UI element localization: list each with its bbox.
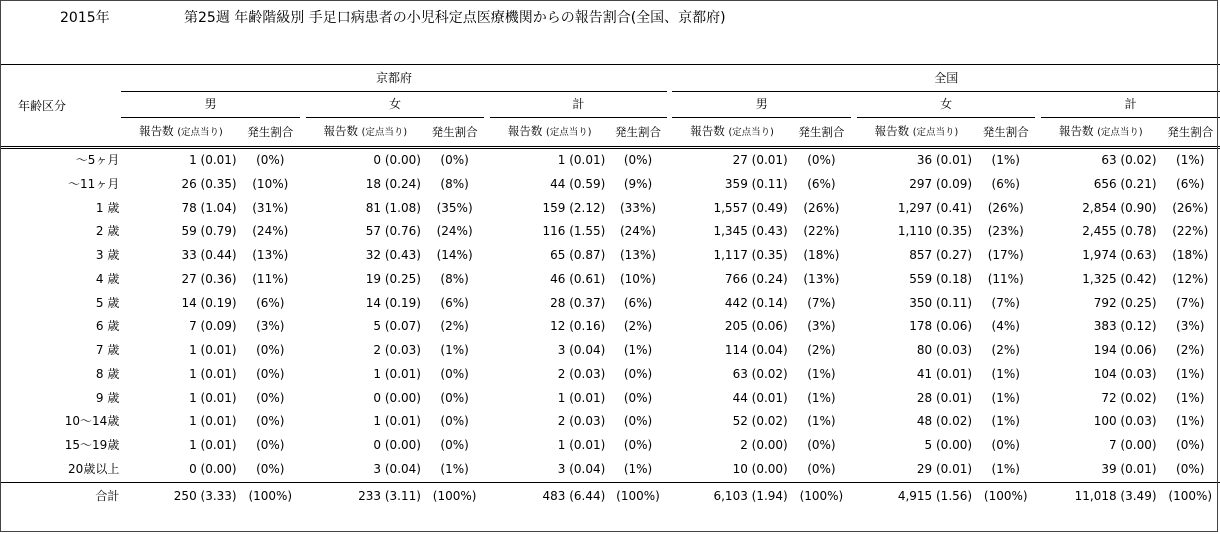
count-label: 報告数 [507, 124, 543, 138]
rate-cell: (17%) [987, 248, 1024, 262]
rate-cell: (100%) [1161, 482, 1220, 509]
rate-cell: (1%) [1176, 390, 1205, 405]
table-row [0, 244, 1220, 268]
rate-cell: (9%) [623, 176, 653, 191]
rate-cell: (1%) [991, 390, 1020, 405]
count-cell: 250 (3.33) [121, 482, 240, 509]
count-header [490, 118, 609, 148]
rate-header: 発生割合 [609, 118, 666, 148]
rate-cell: (0%) [256, 390, 285, 405]
rate-cell: (3%) [1176, 319, 1205, 334]
count-cell: 857 (0.27) [909, 248, 973, 262]
sex-header: 計 [490, 92, 667, 118]
count-label: 報告数 [1059, 124, 1094, 138]
rate-cell: (0%) [256, 153, 285, 167]
rate-cell: (0%) [623, 153, 653, 167]
rate-cell: (6%) [991, 176, 1020, 191]
age-cell: ～11ヶ月 [68, 176, 120, 191]
count-cell: 14 (0.19) [365, 295, 421, 310]
count-cell: 1,110 (0.35) [897, 224, 973, 239]
table-row [0, 197, 1220, 221]
age-cell: 1 歳 [95, 200, 120, 215]
rate-cell: (1%) [807, 414, 836, 429]
count-header [1041, 118, 1160, 148]
count-cell: 383 (0.12) [1093, 319, 1157, 334]
rate-cell: (35%) [436, 200, 473, 215]
count-cell: 44 (0.59) [550, 176, 606, 191]
rate-cell: (1%) [1176, 153, 1205, 167]
rate-cell: (0%) [256, 438, 285, 452]
rate-cell: (2%) [991, 343, 1020, 357]
count-cell: 44 (0.01) [732, 390, 788, 405]
count-cell: 3 (0.04) [557, 343, 606, 357]
count-cell: 1 (0.01) [189, 343, 237, 357]
rate-cell: (100%) [425, 482, 484, 509]
rate-cell: (6%) [1176, 176, 1205, 191]
rate-cell: (2%) [623, 319, 653, 334]
table-row [0, 458, 1220, 482]
table-row [0, 363, 1220, 387]
age-cell: ～5ヶ月 [75, 153, 120, 167]
count-cell: 41 (0.01) [916, 366, 973, 381]
rate-cell: (1%) [623, 343, 653, 357]
age-cell: 9 歳 [95, 390, 120, 405]
rate-cell: (0%) [1176, 438, 1205, 452]
rate-cell: (7%) [991, 295, 1020, 310]
count-cell: 6,103 (1.94) [672, 482, 791, 509]
rate-cell: (0%) [807, 153, 836, 167]
count-cell: 1 (0.01) [557, 390, 606, 405]
count-cell: 36 (0.01) [916, 153, 973, 167]
count-cell: 12 (0.16) [550, 319, 606, 334]
count-cell: 0 (0.00) [373, 153, 421, 167]
count-cell: 4,915 (1.56) [857, 482, 976, 509]
rate-cell: (0%) [440, 414, 469, 429]
table-row [0, 339, 1220, 363]
count-cell: 63 (0.02) [732, 366, 788, 381]
count-cell: 48 (0.02) [916, 414, 973, 429]
rate-cell: (100%) [792, 482, 851, 509]
count-cell: 33 (0.44) [181, 248, 237, 262]
rate-cell: (0%) [440, 366, 469, 381]
sex-header: 女 [857, 92, 1036, 118]
count-cell: 297 (0.09) [909, 176, 973, 191]
rate-header: 発生割合 [976, 118, 1035, 148]
rate-cell: (10%) [619, 271, 657, 286]
sex-header: 男 [672, 92, 851, 118]
count-cell: 3 (0.04) [373, 461, 421, 476]
rate-cell: (6%) [623, 295, 653, 310]
count-cell: 7 (0.09) [189, 319, 237, 334]
rate-cell: (13%) [803, 271, 840, 286]
count-cell: 26 (0.35) [181, 176, 237, 191]
rate-cell: (24%) [619, 224, 657, 239]
age-cell: 2 歳 [95, 224, 120, 239]
table-row [0, 268, 1220, 292]
rate-cell: (23%) [987, 224, 1024, 239]
rate-cell: (13%) [252, 248, 289, 262]
count-cell: 1 (0.01) [189, 438, 237, 452]
rate-cell: (0%) [256, 461, 285, 476]
count-cell: 792 (0.25) [1093, 295, 1157, 310]
count-cell: 483 (6.44) [490, 482, 609, 509]
count-cell: 5 (0.00) [924, 438, 973, 452]
rate-cell: (1%) [1176, 414, 1205, 429]
count-cell: 442 (0.14) [724, 295, 788, 310]
count-cell: 116 (1.55) [542, 224, 606, 239]
rate-cell: (0%) [623, 390, 653, 405]
count-cell: 46 (0.61) [550, 271, 606, 286]
report-table [0, 64, 1220, 509]
rate-cell: (22%) [1172, 224, 1209, 239]
count-cell: 19 (0.25) [365, 271, 421, 286]
count-cell: 11,018 (3.49) [1041, 482, 1160, 509]
rate-cell: (6%) [256, 295, 285, 310]
count-cell: 2 (0.03) [373, 343, 421, 357]
rate-cell: (1%) [623, 461, 653, 476]
age-cell: 8 歳 [95, 366, 120, 381]
count-cell: 2 (0.03) [557, 366, 606, 381]
count-cell: 32 (0.43) [365, 248, 421, 262]
age-cell: 15～19歳 [64, 438, 120, 452]
count-cell: 0 (0.00) [189, 461, 237, 476]
count-cell: 81 (1.08) [365, 200, 421, 215]
rate-cell: (6%) [807, 176, 836, 191]
count-cell: 39 (0.01) [1101, 461, 1157, 476]
rate-cell: (100%) [241, 482, 300, 509]
count-label: 報告数 [323, 124, 359, 138]
per-site-label: (定点当り) [546, 127, 592, 138]
per-site-label: (定点当り) [1097, 127, 1143, 138]
count-header [306, 118, 425, 148]
age-header: 年齢区分 [0, 65, 121, 148]
rate-header: 発生割合 [792, 118, 851, 148]
count-cell: 100 (0.03) [1093, 414, 1157, 429]
sex-header: 計 [1041, 92, 1220, 118]
rate-cell: (24%) [252, 224, 289, 239]
rate-cell: (13%) [619, 248, 657, 262]
table-row [0, 173, 1220, 197]
count-label: 報告数 [874, 124, 910, 138]
count-cell: 205 (0.06) [724, 319, 788, 334]
count-cell: 29 (0.01) [916, 461, 973, 476]
age-cell: 20歳以上 [68, 461, 120, 476]
rate-cell: (1%) [991, 461, 1020, 476]
count-cell: 1 (0.01) [189, 390, 237, 405]
rate-cell: (0%) [807, 461, 836, 476]
count-cell: 2,854 (0.90) [1082, 200, 1157, 215]
rate-cell: (1%) [991, 414, 1020, 429]
count-cell: 1 (0.01) [557, 438, 606, 452]
count-cell: 2,455 (0.78) [1082, 224, 1157, 239]
count-cell: 80 (0.03) [916, 343, 973, 357]
count-cell: 59 (0.79) [181, 224, 237, 239]
count-cell: 72 (0.02) [1101, 390, 1157, 405]
per-site-label: (定点当り) [728, 127, 774, 138]
rate-cell: (26%) [803, 200, 840, 215]
rate-cell: (10%) [252, 176, 289, 191]
rate-cell: (7%) [1176, 295, 1205, 310]
rate-cell: (1%) [1176, 366, 1205, 381]
rate-cell: (0%) [440, 438, 469, 452]
rate-cell: (14%) [436, 248, 473, 262]
rate-cell: (3%) [256, 319, 285, 334]
rate-cell: (0%) [623, 438, 653, 452]
rate-cell: (2%) [440, 319, 469, 334]
count-cell: 5 (0.07) [373, 319, 421, 334]
count-cell: 1,974 (0.63) [1082, 248, 1157, 262]
count-cell: 14 (0.19) [181, 295, 237, 310]
count-cell: 1 (0.01) [557, 153, 606, 167]
count-cell: 27 (0.01) [732, 153, 788, 167]
year-label: 2015年 [60, 10, 110, 26]
rate-cell: (1%) [991, 366, 1020, 381]
rate-cell: (31%) [252, 200, 289, 215]
region-header: 京都府 [121, 65, 666, 92]
count-cell: 78 (1.04) [181, 200, 237, 215]
rate-cell: (1%) [807, 366, 836, 381]
rate-cell: (0%) [256, 343, 285, 357]
rate-header: 発生割合 [241, 118, 300, 148]
count-cell: 0 (0.00) [373, 438, 421, 452]
rate-cell: (33%) [619, 200, 657, 215]
rate-cell: (1%) [807, 390, 836, 405]
count-cell: 1,345 (0.43) [713, 224, 788, 239]
rate-cell: (4%) [991, 319, 1020, 334]
rate-cell: (26%) [987, 200, 1024, 215]
count-cell: 7 (0.00) [1108, 438, 1157, 452]
age-cell: 5 歳 [95, 295, 120, 310]
rate-cell: (100%) [609, 482, 666, 509]
count-cell: 27 (0.36) [181, 271, 237, 286]
rate-cell: (1%) [440, 343, 469, 357]
rate-cell: (2%) [807, 343, 836, 357]
count-cell: 159 (2.12) [542, 200, 606, 215]
count-cell: 2 (0.00) [740, 438, 788, 452]
count-cell: 104 (0.03) [1093, 366, 1157, 381]
count-cell: 57 (0.76) [365, 224, 421, 239]
rate-cell: (0%) [440, 390, 469, 405]
count-cell: 1,325 (0.42) [1082, 271, 1157, 286]
count-cell: 28 (0.37) [550, 295, 606, 310]
sex-header: 女 [306, 92, 485, 118]
count-cell: 18 (0.24) [365, 176, 421, 191]
per-site-label: (定点当り) [177, 127, 223, 138]
rate-cell: (18%) [803, 248, 840, 262]
rate-cell: (0%) [256, 366, 285, 381]
count-cell: 559 (0.18) [909, 271, 973, 286]
count-cell: 0 (0.00) [373, 390, 421, 405]
table-row [0, 220, 1220, 244]
rate-cell: (0%) [991, 438, 1020, 452]
count-cell: 2 (0.03) [557, 414, 606, 429]
rate-cell: (6%) [440, 295, 469, 310]
age-cell: 6 歳 [95, 319, 120, 334]
rate-cell: (0%) [256, 414, 285, 429]
rate-cell: (0%) [1176, 461, 1205, 476]
rate-cell: (2%) [1176, 343, 1205, 357]
table-row [0, 292, 1220, 316]
rate-cell: (18%) [1172, 248, 1209, 262]
count-cell: 766 (0.24) [724, 271, 788, 286]
rate-cell: (22%) [803, 224, 840, 239]
count-cell: 114 (0.04) [724, 343, 788, 357]
count-cell: 178 (0.06) [909, 319, 973, 334]
age-cell: 10～14歳 [64, 414, 120, 429]
count-cell: 194 (0.06) [1093, 343, 1157, 357]
table-row [0, 315, 1220, 339]
rate-cell: (7%) [807, 295, 836, 310]
age-cell: 7 歳 [95, 343, 120, 357]
count-cell: 1 (0.01) [373, 366, 421, 381]
rate-cell: (8%) [440, 271, 469, 286]
count-cell: 63 (0.02) [1101, 153, 1157, 167]
rate-cell: (0%) [623, 366, 653, 381]
age-cell: 4 歳 [95, 271, 120, 286]
count-cell: 1,557 (0.49) [713, 200, 788, 215]
count-cell: 350 (0.11) [909, 295, 973, 310]
total-row [0, 482, 1220, 509]
count-cell: 656 (0.21) [1093, 176, 1157, 191]
count-cell: 1,297 (0.41) [897, 200, 973, 215]
count-cell: 52 (0.02) [732, 414, 788, 429]
count-cell: 3 (0.04) [557, 461, 606, 476]
rate-cell: (0%) [440, 153, 469, 167]
region-header: 全国 [672, 65, 1220, 92]
per-site-label: (定点当り) [361, 127, 408, 138]
count-header [121, 118, 240, 148]
rate-cell: (1%) [991, 153, 1020, 167]
count-cell: 28 (0.01) [916, 390, 973, 405]
rate-cell: (24%) [436, 224, 473, 239]
rate-cell: (8%) [440, 176, 469, 191]
rate-cell: (1%) [440, 461, 469, 476]
rate-cell: (0%) [623, 414, 653, 429]
count-cell: 359 (0.11) [724, 176, 788, 191]
count-label: 報告数 [139, 124, 174, 138]
rate-header: 発生割合 [425, 118, 484, 148]
count-cell: 1,117 (0.35) [713, 248, 788, 262]
age-cell: 3 歳 [95, 248, 120, 262]
count-label: 報告数 [690, 124, 725, 138]
count-cell: 65 (0.87) [550, 248, 606, 262]
rate-cell: (11%) [987, 271, 1024, 286]
table-row [0, 387, 1220, 411]
per-site-label: (定点当り) [912, 127, 959, 138]
count-cell: 10 (0.00) [732, 461, 788, 476]
table-row [0, 148, 1220, 173]
rate-cell: (3%) [807, 319, 836, 334]
count-cell: 1 (0.01) [189, 366, 237, 381]
rate-header: 発生割合 [1161, 118, 1220, 148]
count-cell: 1 (0.01) [373, 414, 421, 429]
page-title: 第25週 年齢階級別 手足口病患者の小児科定点医療機関からの報告割合(全国、京都府) [184, 10, 726, 26]
rate-cell: (11%) [252, 271, 289, 286]
count-header [672, 118, 791, 148]
rate-cell: (26%) [1172, 200, 1209, 215]
count-header [857, 118, 976, 148]
table-row [0, 410, 1220, 434]
count-cell: 233 (3.11) [306, 482, 425, 509]
count-cell: 1 (0.01) [189, 414, 237, 429]
rate-cell: (0%) [807, 438, 836, 452]
table-row [0, 434, 1220, 458]
rate-cell: (12%) [1172, 271, 1209, 286]
sex-header: 男 [121, 92, 300, 118]
count-cell: 1 (0.01) [189, 153, 237, 167]
age-cell: 合計 [0, 482, 121, 509]
rate-cell: (100%) [976, 482, 1035, 509]
